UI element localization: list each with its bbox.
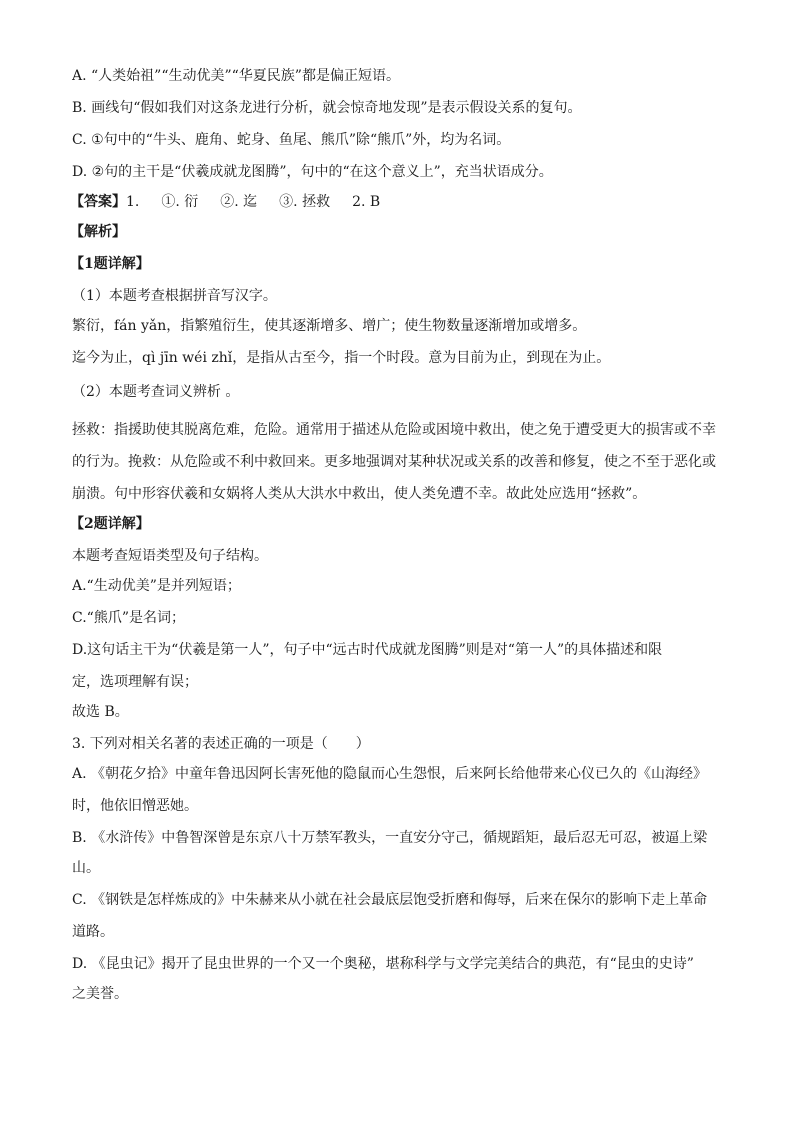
detail2-p4-line2: 定，选项理解有误； (72, 674, 198, 690)
answer-q2: 2. B (352, 194, 381, 210)
analysis-tag: 【解析】 (70, 224, 126, 240)
q2-option-d: D. ②句的主干是“伏羲成就龙图腾”，句中的“在这个意义上”，充当状语成分。 (72, 164, 553, 180)
q3-option-d-line1: D. 《昆虫记》揭开了昆虫世界的一个又一个奥秘，堪称科学与文学完美结合的典范，有“昆虫的史诗” (72, 956, 694, 972)
answer-line (70, 192, 722, 212)
detail1-p2: 繁衍，fán yǎn，指繁殖衍生，使其逐渐增多、增广；使生物数量逐渐增加或增多。 (72, 318, 587, 334)
q3-option-c-line1: C. 《钢铁是怎样炼成的》中朱赫来从小就在社会最底层饱受折磨和侮辱，后来在保尔的影响下走上革命 (72, 892, 708, 908)
q2-option-b: B. 画线句“假如我们对这条龙进行分析，就会惊奇地发现”是表示假设关系的复句。 (72, 100, 582, 116)
detail2-p2: A.“生动优美”是并列短语； (72, 578, 241, 594)
detail1-p1: （1）本题考查根据拼音写汉字。 (72, 288, 277, 304)
answer-item1-num: ① (161, 194, 176, 210)
detail2-p3: C.“熊爪”是名词； (72, 610, 185, 626)
q3-option-b-line2: 山。 (72, 860, 100, 876)
detail2-p4-line1: D.这句话主干为“伏羲是第一人”，句子中“远古时代成就龙图腾”则是对“第一人”的具体描述和限 (72, 642, 663, 658)
answer-item3-num: ③ (279, 194, 294, 210)
answer-item2-text: . 迄 (234, 194, 258, 210)
detail1-p3: 迄今为止，qì jīn wéi zhǐ，是指从古至今，指一个时段。意为目前为止，到现在为止。 (72, 350, 611, 366)
q2-option-c: C. ①句中的“牛头、鹿角、蛇身、鱼尾、熊爪”除“熊爪”外，均为名词。 (72, 132, 511, 148)
detail2-heading: 【2题详解】 (70, 516, 150, 532)
detail1-heading: 【1题详解】 (70, 256, 150, 272)
answer-item3-text: . 拯救 (293, 194, 331, 210)
detail2-p1: 本题考查短语类型及句子结构。 (72, 548, 268, 564)
q3-stem: 3. 下列对相关名著的表述正确的一项是（ ） (72, 736, 370, 752)
answer-item2-num: ② (220, 194, 235, 210)
detail2-p5: 故选 B。 (72, 704, 129, 720)
q2-option-a: A. “人类始祖”“生动优美”“华夏民族”都是偏正短语。 (72, 68, 400, 84)
answer-q1: 1. (126, 194, 140, 210)
answer-item1-text: . 衍 (175, 194, 199, 210)
detail1-p4: （2）本题考查词义辨析 。 (72, 384, 240, 400)
q3-option-b-line1: B. 《水浒传》中鲁智深曾是东京八十万禁军教头，一直安分守己，循规蹈矩，最后忍无可忍，被逼上梁 (72, 830, 708, 846)
detail1-p5-line1: 拯救：指援助使其脱离危难，危险。通常用于描述从危险或困境中救出，使之免于遭受更大的损害或不幸 (72, 422, 716, 438)
q3-option-a-line1: A. 《朝花夕拾》中童年鲁迅因阿长害死他的隐鼠而心生怨恨，后来阿长给他带来心仪已久的《山海经》 (72, 766, 708, 782)
q3-option-d-line2: 之美誉。 (72, 986, 128, 1002)
detail1-p5-line3: 崩溃。句中形容伏羲和女娲将人类从大洪水中救出，使人类免遭不幸。故此处应选用“拯救”。 (72, 486, 647, 502)
q3-option-a-line2: 时，他依旧憎恶她。 (72, 798, 198, 814)
detail1-p5-line2: 的行为。挽救：从危险或不利中救回来。更多地强调对某种状况或关系的改善和修复，使之不至于恶化或 (72, 454, 716, 470)
q3-option-c-line2: 道路。 (72, 924, 114, 940)
answer-tag: 【答案】 (70, 194, 126, 210)
